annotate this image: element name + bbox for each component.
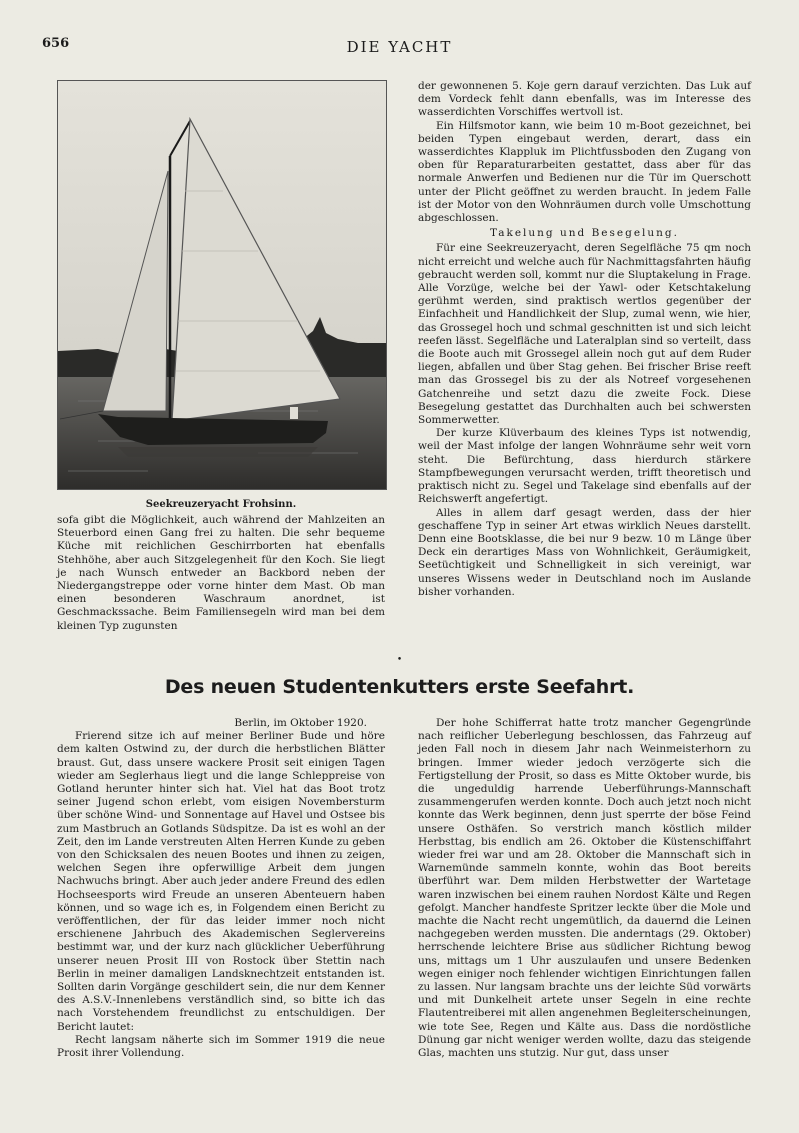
- paragraph: Alles in allem darf gesagt werden, dass der hier geschaffene Typ in seiner Art etwas wirklich Neues darstellt. Denn eine Bootsklasse, die bei nur 9 bezw. 10 m Länge über Deck ein derartiges Mass von Wohnlichkeit, Geräumigkeit, Seetüchtigkeit und Schnelligkeit in sich vereinigt, war unseres Wissens weder in Deutschland noch im Auslande bisher vorhanden.: [418, 506, 751, 598]
- yacht-photo: [57, 80, 387, 490]
- photo-caption: Seekreuzeryacht Frohsinn.: [145, 499, 297, 510]
- paragraph: Frierend sitze ich auf meiner Berliner Bude und höre dem kalten Ostwind zu, der durch die herbstlichen Blätter braust. Gut, dass unsere wackere Prosit seit einigen Tagen wieder am Seglerhaus liegt und die lange Schleppreise von Gotland herunter hinter sich hat. Viel hat das Boot trotz seiner Jugend schon erlebt, vom eisigen Novembersturm über schöne Wind- und Sonnentage auf Havel und Ostsee bis zum Mastbruch an Gotlands Südspitze. Da ist es wohl an der Zeit, den im Lande verstreuten Alten Herren Kunde zu geben von den Schicksalen des neuen Bootes und ihnen zu zeigen, welchen Segen ihre opferwillige Arbeit dem jungen Nachwuchs bringt. Aber auch jeder andere Freund des edlen Hochseesports wird Freude an unseren Abenteuern haben können, und so wage ich es, in Folgendem einen Bericht zu veröffentlichen, der für das leider immer noch nicht erschienene Jahrbuch des Akademischen Seglervereins bestimmt war, und der kurz nach glücklicher Ueberführung unserer neuen Prosit III von Rostock über Stettin nach Berlin in meiner damaligen Landsknechtzeit entstanden ist. Sollten darin Vorgänge geschildert sein, die nur dem Kenner des A.S.V.-Innenlebens verständlich sind, so bitte ich das nach Vorstehendem freundlichst zu entschuldigen. Der Bericht lautet:: [57, 730, 385, 1033]
- magazine-title: DIE YACHT: [346, 38, 453, 56]
- section-subheading: Takelung und Besegelung.: [490, 227, 679, 240]
- article-right-column: [418, 717, 751, 1060]
- paragraph: sofa gibt die Möglichkeit, auch während der Mahlzeiten an Steuerbord einen Gang frei zu halten. Die sehr bequeme Küche mit reichlichen Geschirrborten hat ebenfalls Stehhöhe, aber auch Sitzgelegenheit für den Koch. Sie liegt je nach Wunsch entweder an Backbord neben der Niedergangstreppe oder vorne hinter dem Mast. Ob man einen besonderen Waschraum anordnet, ist Geschmackssache. Beim Familiensegeln wird man bei dem kleinen Typ zugunsten: [57, 514, 385, 632]
- paragraph: Ein Hilfsmotor kann, wie beim 10 m-Boot gezeichnet, bei beiden Typen eingebaut werden, derart, dass ein wasserdichtes Klappluk im Plichtfussboden den Zugang von oben für Reparaturarbeiten gestattet, dass aber für das normale Anwerfen und Bedienen nur die Tür im Querschott unter der Plicht geöffnet zu werden braucht. In jedem Falle ist der Motor von den Wohnräumen durch volle Umschottung abgeschlossen.: [418, 119, 751, 225]
- yacht-photo-image: [58, 81, 386, 489]
- section-ornament: •: [396, 655, 403, 665]
- article-headline: Des neuen Studentenkutters erste Seefahrt.: [164, 676, 635, 698]
- page-number: 656: [42, 36, 70, 51]
- dateline: Berlin, im Oktober 1920.: [234, 717, 367, 729]
- left-column-top: [57, 514, 385, 633]
- paragraph: Recht langsam näherte sich im Sommer 1919 die neue Prosit ihrer Vollendung.: [57, 1033, 385, 1060]
- paragraph: Für eine Seekreuzeryacht, deren Segelfläche 75 qm noch nicht erreicht und welche auch für Nachmittagsfahrten häufig gebraucht werden soll, kommt nur die Sluptakelung in Frage. Alle Vorzüge, welche bei der Yawl- oder Ketschtakelung gerühmt werden, sind praktisch wertlos gegenüber der Einfachheit und Handlichkeit der Slup, zumal wenn, wie hier, das Grossegel hoch und schmal geschnitten ist und sich leicht reefen lässt. Segelfläche und Lateralplan sind so verteilt, dass die Boote auch mit Grossegel allein noch gut auf dem Ruder liegen, abfallen und über Stag gehen. Bei frischer Brise reeft man das Grossegel bis zu der als Notreef vorgesehenen Gatchenreihe und setzt dazu die zweite Fock. Diese Besegelung gestattet das Durchhalten auch bei schwersten Sommerwetter.: [418, 242, 751, 427]
- paragraph: Der hohe Schifferrat hatte trotz mancher Gegengründe nach reiflicher Ueberlegung beschlossen, das Fahrzeug auf jeden Fall noch in diesem Jahr nach Weinmeisterhorn zu bringen. Immer wieder jedoch verzögerte sich die Fertigstellung der Prosit, so dass es Mitte Oktober wurde, bis die ungeduldig harrende Ueberführungs-Mannschaft zusammengerufen werden konnte. Doch auch jetzt noch nicht konnte das Werk beginnen, denn just sperrte der böse Feind unsere Osthäfen. So verstrich manch köstlich milder Herbsttag, bis endlich am 26. Oktober die Küstenschiffahrt wieder frei war und am 28. Oktober die Mannschaft sich in Warnemünde sammeln konnte, wohin das Boot bereits überführt war. Dem milden Herbstwetter der Wartetage waren inzwischen bei einem rauhen Nordost Kälte und Regen gefolgt. Mancher handfeste Spritzer leckte über die Mole und machte die Nacht recht ungemütlich, da dauernd die Leinen nachgegeben werden mussten. Die anderntags (29. Oktober) herrschende leichtere Brise aus südlicher Richtung bewog uns, mittags um 1 Uhr auszulaufen und unsere Bedenken wegen einiger noch fehlender wichtigen Einrichtungen fallen zu lassen. Nur langsam brachte uns der leichte Süd vorwärts und mit Dunkelheit artete unser Segeln in eine rechte Flautentreiberei mit allen angenehmen Begleiterscheinungen, wie tote See, Regen und Kälte aus. Dass die nordöstliche Dünung gar nicht weniger werden wollte, dazu das steigende Glas, machten uns stutzig. Nur gut, dass unser: [418, 717, 751, 1060]
- paragraph: Der kurze Klüverbaum des kleines Typs ist notwendig, weil der Mast infolge der langen Wohnräume sehr weit vorn steht. Die Befürchtung, dass hierdurch stärkere Stampfbewegungen verursacht werden, trifft theoretisch und praktisch nicht zu. Segel und Takelage sind ebenfalls auf der Reichswerft angefertigt.: [418, 427, 751, 506]
- right-column-top: [418, 80, 751, 599]
- paragraph: der gewonnenen 5. Koje gern darauf verzichten. Das Luk auf dem Vordeck fehlt dann ebenfalls, was im Interesse des wasserdichten Vorschiffes wertvoll ist.: [418, 80, 751, 119]
- article-left-column: [57, 717, 385, 1060]
